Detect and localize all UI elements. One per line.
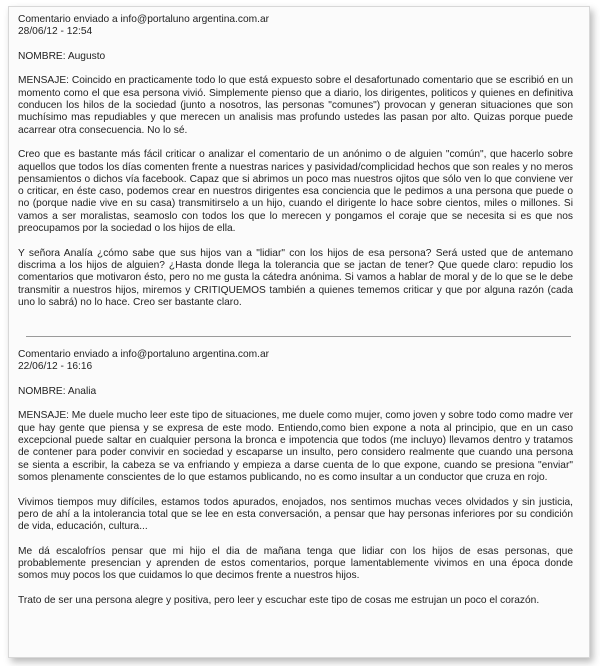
comment-analia xyxy=(18,349,573,607)
comment-paragraph: Vivimos tiempos muy difíciles, estamos todos apurados, enojados, nos sentimos muchas veces olvidados y sin justicia, pero de ahí a la intolerancia total que se lee en esta conversación, a pensar que hay personas inferiores por su condición de vida, educación, cultura... xyxy=(18,496,573,533)
comment-date: 28/06/12 - 12:54 xyxy=(18,26,93,38)
comment-paragraph: MENSAJE: Coincido en practicamente todo lo que está expuesto sobre el desafortunado comentario que se escribió en un momento como el que esa persona vivió. Simplemente pienso que a diario, los dirigentes, politicos y quienes en definitiva conducen los hilos de la sociedad (junto a nosotros, las personas "comunes") provocan y generan situaciones que son muchísimo mas repudiables y que merecen un analisis mas profundo ustedes las pasan por alto. Quizas porque puede acarrear otra consecuencia. No lo sé. xyxy=(18,75,573,136)
comment-author: NOMBRE: Augusto xyxy=(18,50,106,62)
comment-paragraph: Creo que es bastante más fácil criticar o analizar el comentario de un anónimo o de alguien "común", que hacerlo sobre aquellos que todos los días comenten frente a nuestras narices y pasividad/complicidad hechos que son reales y no meros pensamientos o dichos vía facebook. Capaz que si abrimos un poco mas nuestros ojitos que sólo ven lo que conviene ver o criticar, en éste caso, podemos crear en nuestros dirigentes esa conciencia que le pedimos a una persona que puede o no (porque nadie vive en su casa) transmitirselo a un hijo, cuando el dirigente lo hace sobre cientos, miles o millones. Si vamos a ser moralistas, seamoslo con todos los que lo merecen y pongamos el coraje que se necesita si es que nos preocupamos por la sociedad o los hijos de ella. xyxy=(18,149,573,235)
comment-paragraph: Y señora Analía ¿cómo sabe que sus hijos van a "lidiar" con los hijos de esa persona? Será usted que de antemano discrima a los hijos de alguien? ¿Hasta donde llega la tolerancia que se jactan de tener? Que quede claro: repudio los comentarios que motivaron ésto, pero no me gusta la cátedra anónima. Si vamos a hablar de moral y de lo que se le debe transmitir a nuestros hijos, miremos y CRITIQUEMOS también a quienes tememos criticar y que por alguna razón (cada uno lo sabrá) no lo hace. Creo ser bastante claro. xyxy=(18,247,573,308)
comment-date: 22/06/12 - 16:16 xyxy=(18,361,93,373)
comment-paragraph: Me dá escalofríos pensar que mi hijo el dia de mañana tenga que lidiar con los hijos de esas personas, que probablemente presencian y aprenden de estos comentarios, porque lamentablemente vivimos en una época donde somos muy pocos los que cuidamos lo que decimos frente a nuestros hijos. xyxy=(18,545,573,582)
comment-paragraph: Trato de ser una persona alegre y positiva, pero leer y escuchar este tipo de cosas me estrujan un poco el corazón. xyxy=(18,594,540,606)
comment-header: Comentario enviado a info@portaluno argentina.com.ar xyxy=(18,349,270,360)
comment-header: Comentario enviado a info@portaluno argentina.com.ar xyxy=(18,14,270,25)
comment-paragraph: MENSAJE: Me duele mucho leer este tipo de situaciones, me duele como mujer, como joven y sobre todo como madre ver que hay gente que piensa y se expresa de este modo. Entiendo,como bien expone a nota al principio, que en un caso excepcional puede saltar en cualquier persona la bronca e impotencia que todos (me incluyo) llevamos dentro y tratamos de contener para poder convivir en sociedad y escaparse un insulto, pero considero realmente que cuando una persona se sienta a escribir, la cabeza se va enfriando y empieza a darse cuenta de lo que expone, cuando se presiona "enviar" somos plenamente conscientes de lo que estamos publicando, no es como insultar a un conductor que cruza en rojo. xyxy=(18,410,573,483)
comment-author: NOMBRE: Analia xyxy=(18,385,97,397)
comment-augusto xyxy=(18,14,573,309)
comment-divider xyxy=(26,336,571,337)
